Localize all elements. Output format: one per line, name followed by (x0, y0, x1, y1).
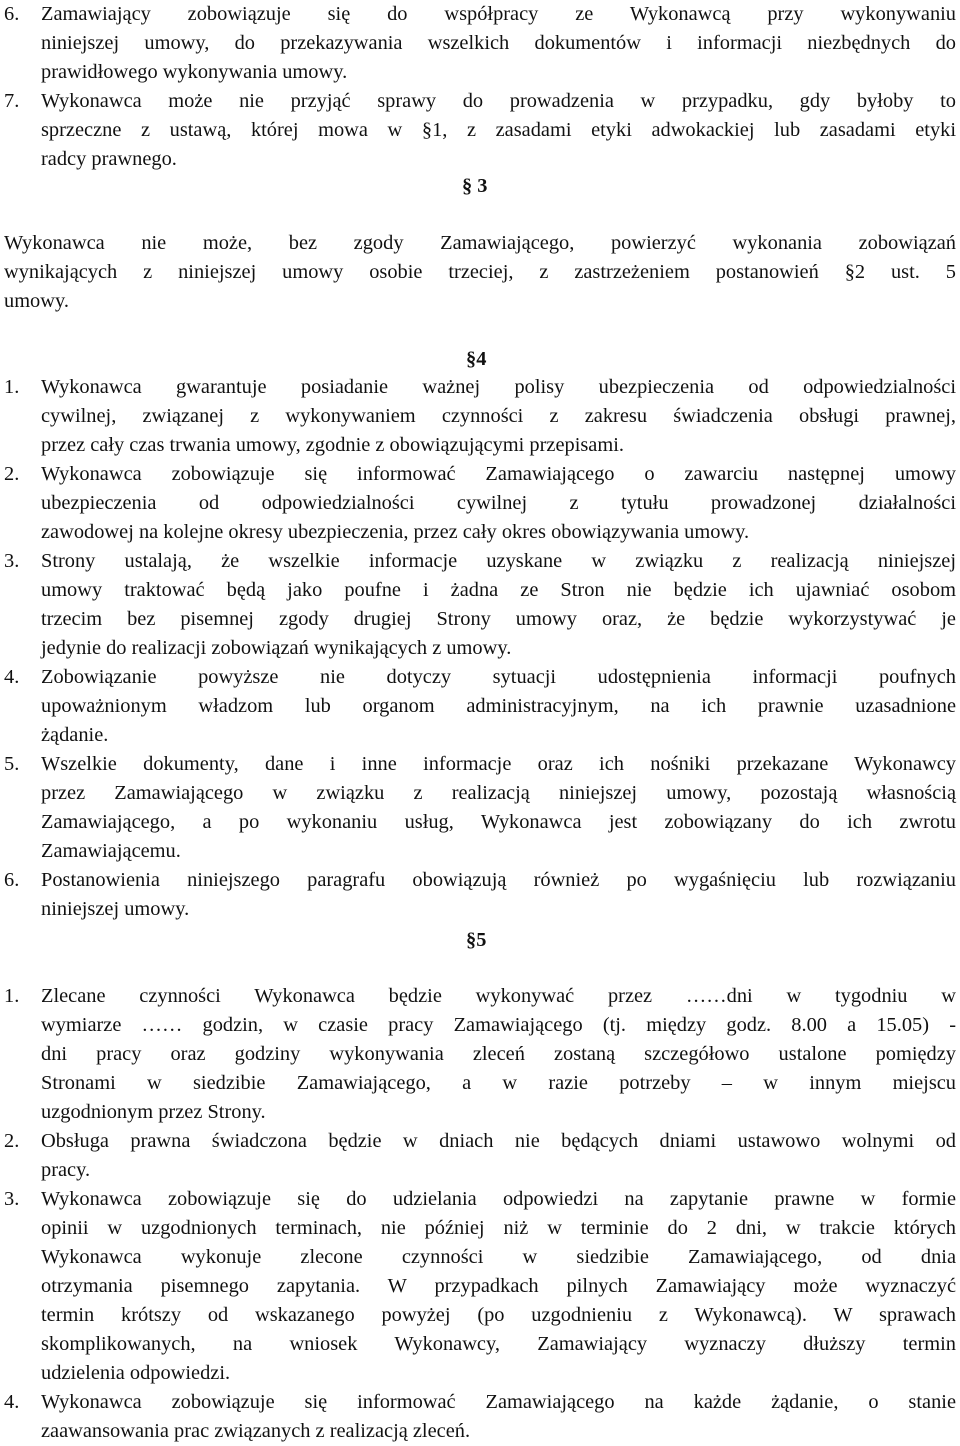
list-item-number: 4. (4, 1391, 20, 1413)
list-item-line (4, 692, 956, 721)
text-line: uzgodnionym przez Strony. (41, 1101, 266, 1123)
list-item-line (4, 1417, 956, 1446)
text-line: Wykonawca wykonuje zlecone czynności w siedzibie Zamawiającego, od dnia (41, 1246, 956, 1268)
text-line: termin krótszy od wskazanego powyżej (po uzgodnieniu z Wykonawcą). W sprawach (41, 1304, 956, 1326)
text-line: Obsługa prawna świadczona będzie w dniach nie będących dniami ustawowo wolnymi od (41, 1130, 956, 1152)
list-item-line (4, 663, 956, 692)
list-item-line (4, 58, 956, 87)
text-line: skomplikowanych, na wniosek Wykonawcy, Zamawiający wyznaczy dłuższy termin (41, 1333, 956, 1355)
list-item-line (4, 808, 956, 837)
list-item-line (4, 1330, 956, 1359)
list-item-line (4, 1243, 956, 1272)
list-item-line (4, 460, 956, 489)
section-heading: §5 (466, 929, 487, 951)
text-line: przez cały czas trwania umowy, zgodnie z obowiązującymi przepisami. (41, 434, 624, 456)
list-item-line (4, 1301, 956, 1330)
list-item-number: 7. (4, 90, 20, 112)
text-line: Wykonawca gwarantuje posiadanie ważnej polisy ubezpieczenia od odpowiedzialności (41, 376, 956, 398)
text-line: cywilnej, związanej z wykonywaniem czynności z zakresu świadczenia obsługi prawnej, (41, 405, 956, 427)
list-item-line (4, 29, 956, 58)
text-line: ubezpieczenia od odpowiedzialności cywilnej z tytułu prowadzonej działalności (41, 492, 956, 514)
text-line: Wykonawca zobowiązuje się informować Zamawiającego na każde żądanie, o stanie (41, 1391, 956, 1413)
list-item-line (4, 518, 956, 547)
list-item-line (4, 1214, 956, 1243)
text-line: Zamawiającego, a po wykonaniu usług, Wykonawca jest zobowiązany do ich zwrotu (41, 811, 956, 833)
list-item-line (4, 116, 956, 145)
list-item-line (4, 837, 956, 866)
list-item-line (4, 779, 956, 808)
list-item-line (4, 145, 956, 174)
text-line: prawidłowego wykonywania umowy. (41, 61, 348, 83)
text-line: Wykonawca zobowiązuje się informować Zamawiającego o zawarciu następnej umowy (41, 463, 956, 485)
text-line: zawodowej na kolejne okresy ubezpieczenia, przez cały okres obowiązywania umowy. (41, 521, 750, 543)
list-item-number: 2. (4, 463, 20, 485)
text-line: zaawansowania prac związanych z realizacją zleceń. (41, 1420, 471, 1442)
text-line: Postanowienia niniejszego paragrafu obowiązują również po wygaśnięciu lub rozwiązaniu (41, 869, 956, 891)
text-line: Wykonawca nie może, bez zgody Zamawiającego, powierzyć wykonania zobowiązań (4, 232, 956, 254)
text-line: niniejszej umowy. (41, 898, 190, 920)
list-item-line (4, 373, 956, 402)
text-line: Zobowiązanie powyższe nie dotyczy sytuacji udostępnienia informacji poufnych (41, 666, 956, 688)
list-item-line (4, 1388, 956, 1417)
list-item-line (4, 605, 956, 634)
list-item-line (4, 1359, 956, 1388)
text-line: Zamawiający zobowiązuje się do współpracy ze Wykonawcą przy wykonywaniu (41, 3, 956, 25)
list-item-line (4, 489, 956, 518)
text-line: umowy. (4, 290, 69, 312)
list-item-line (4, 1272, 956, 1301)
text-line: wynikających z niniejszej umowy osobie trzeciej, z zastrzeżeniem postanowień §2 ust. 5 (4, 261, 956, 283)
list-item-line (4, 1098, 956, 1127)
paragraph-line (4, 258, 956, 287)
section-heading: §4 (466, 348, 487, 370)
list-item-line (4, 866, 956, 895)
text-line: żądanie. (41, 724, 109, 746)
section-heading: § 3 (462, 175, 488, 197)
list-item-number: 3. (4, 1188, 20, 1210)
list-item-line (4, 402, 956, 431)
list-item-number: 6. (4, 869, 20, 891)
text-line: pracy. (41, 1159, 91, 1181)
list-item-line (4, 1040, 956, 1069)
list-item-line (4, 1011, 956, 1040)
list-item-line (4, 895, 956, 924)
list-item-line (4, 87, 956, 116)
paragraph-line (4, 229, 956, 258)
text-line: niniejszej umowy, do przekazywania wszelkich dokumentów i informacji niezbędnych do (41, 32, 956, 54)
text-line: Zlecane czynności Wykonawca będzie wykonywać przez ……dni w tygodniu w (41, 985, 956, 1007)
list-item-line (4, 982, 956, 1011)
list-item-line (4, 1127, 956, 1156)
list-item-number: 1. (4, 985, 20, 1007)
text-line: otrzymania pisemnego zapytania. W przypadkach pilnych Zamawiający może wyznaczyć (41, 1275, 956, 1297)
list-item-line (4, 721, 956, 750)
text-line: trzecim bez pisemnej zgody drugiej Strony umowy oraz, że będzie wykorzystywać je (41, 608, 956, 630)
list-item-line (4, 0, 956, 29)
text-line: wymiarze …… godzin, w czasie pracy Zamawiającego (tj. między godz. 8.00 a 15.05) - (41, 1014, 956, 1036)
list-item-line (4, 750, 956, 779)
list-item-line (4, 1069, 956, 1098)
text-line: Zamawiającemu. (41, 840, 181, 862)
list-item-number: 3. (4, 550, 20, 572)
text-line: opinii w uzgodnionych terminach, nie później niż w terminie do 2 dni, w trakcie których (41, 1217, 956, 1239)
text-line: Strony ustalają, że wszelkie informacje uzyskane w związku z realizacją niniejszej (41, 550, 956, 572)
list-item-number: 2. (4, 1130, 20, 1152)
text-line: przez Zamawiającego w związku z realizacją niniejszej umowy, pozostają własnością (41, 782, 956, 804)
list-item-line (4, 547, 956, 576)
text-line: Stronami w siedzibie Zamawiającego, a w razie potrzeby – w innym miejscu (41, 1072, 956, 1094)
list-item-line (4, 634, 956, 663)
text-line: jedynie do realizacji zobowiązań wynikających z umowy. (41, 637, 512, 659)
list-item-line (4, 1156, 956, 1185)
list-item-number: 6. (4, 3, 20, 25)
text-line: umowy traktować będą jako poufne i żadna ze Stron nie będzie ich ujawniać osobom (41, 579, 956, 601)
text-line: udzielenia odpowiedzi. (41, 1362, 231, 1384)
list-item-line (4, 431, 956, 460)
list-item-line (4, 1185, 956, 1214)
text-line: Wszelkie dokumenty, dane i inne informacje oraz ich nośniki przekazane Wykonawcy (41, 753, 956, 775)
list-item-number: 1. (4, 376, 20, 398)
text-line: dni pracy oraz godziny wykonywania zleceń zostaną szczegółowo ustalone pomiędzy (41, 1043, 956, 1065)
text-line: sprzeczne z ustawą, której mowa w §1, z zasadami etyki adwokackiej lub zasadami etyki (41, 119, 956, 141)
text-line: radcy prawnego. (41, 148, 177, 170)
list-item-number: 5. (4, 753, 20, 775)
list-item-line (4, 576, 956, 605)
text-line: upoważnionym władzom lub organom administracyjnym, na ich prawnie uzasadnione (41, 695, 956, 717)
paragraph-line (4, 287, 956, 316)
text-line: Wykonawca może nie przyjąć sprawy do prowadzenia w przypadku, gdy byłoby to (41, 90, 956, 112)
list-item-number: 4. (4, 666, 20, 688)
text-line: Wykonawca zobowiązuje się do udzielania odpowiedzi na zapytanie prawne w formie (41, 1188, 956, 1210)
